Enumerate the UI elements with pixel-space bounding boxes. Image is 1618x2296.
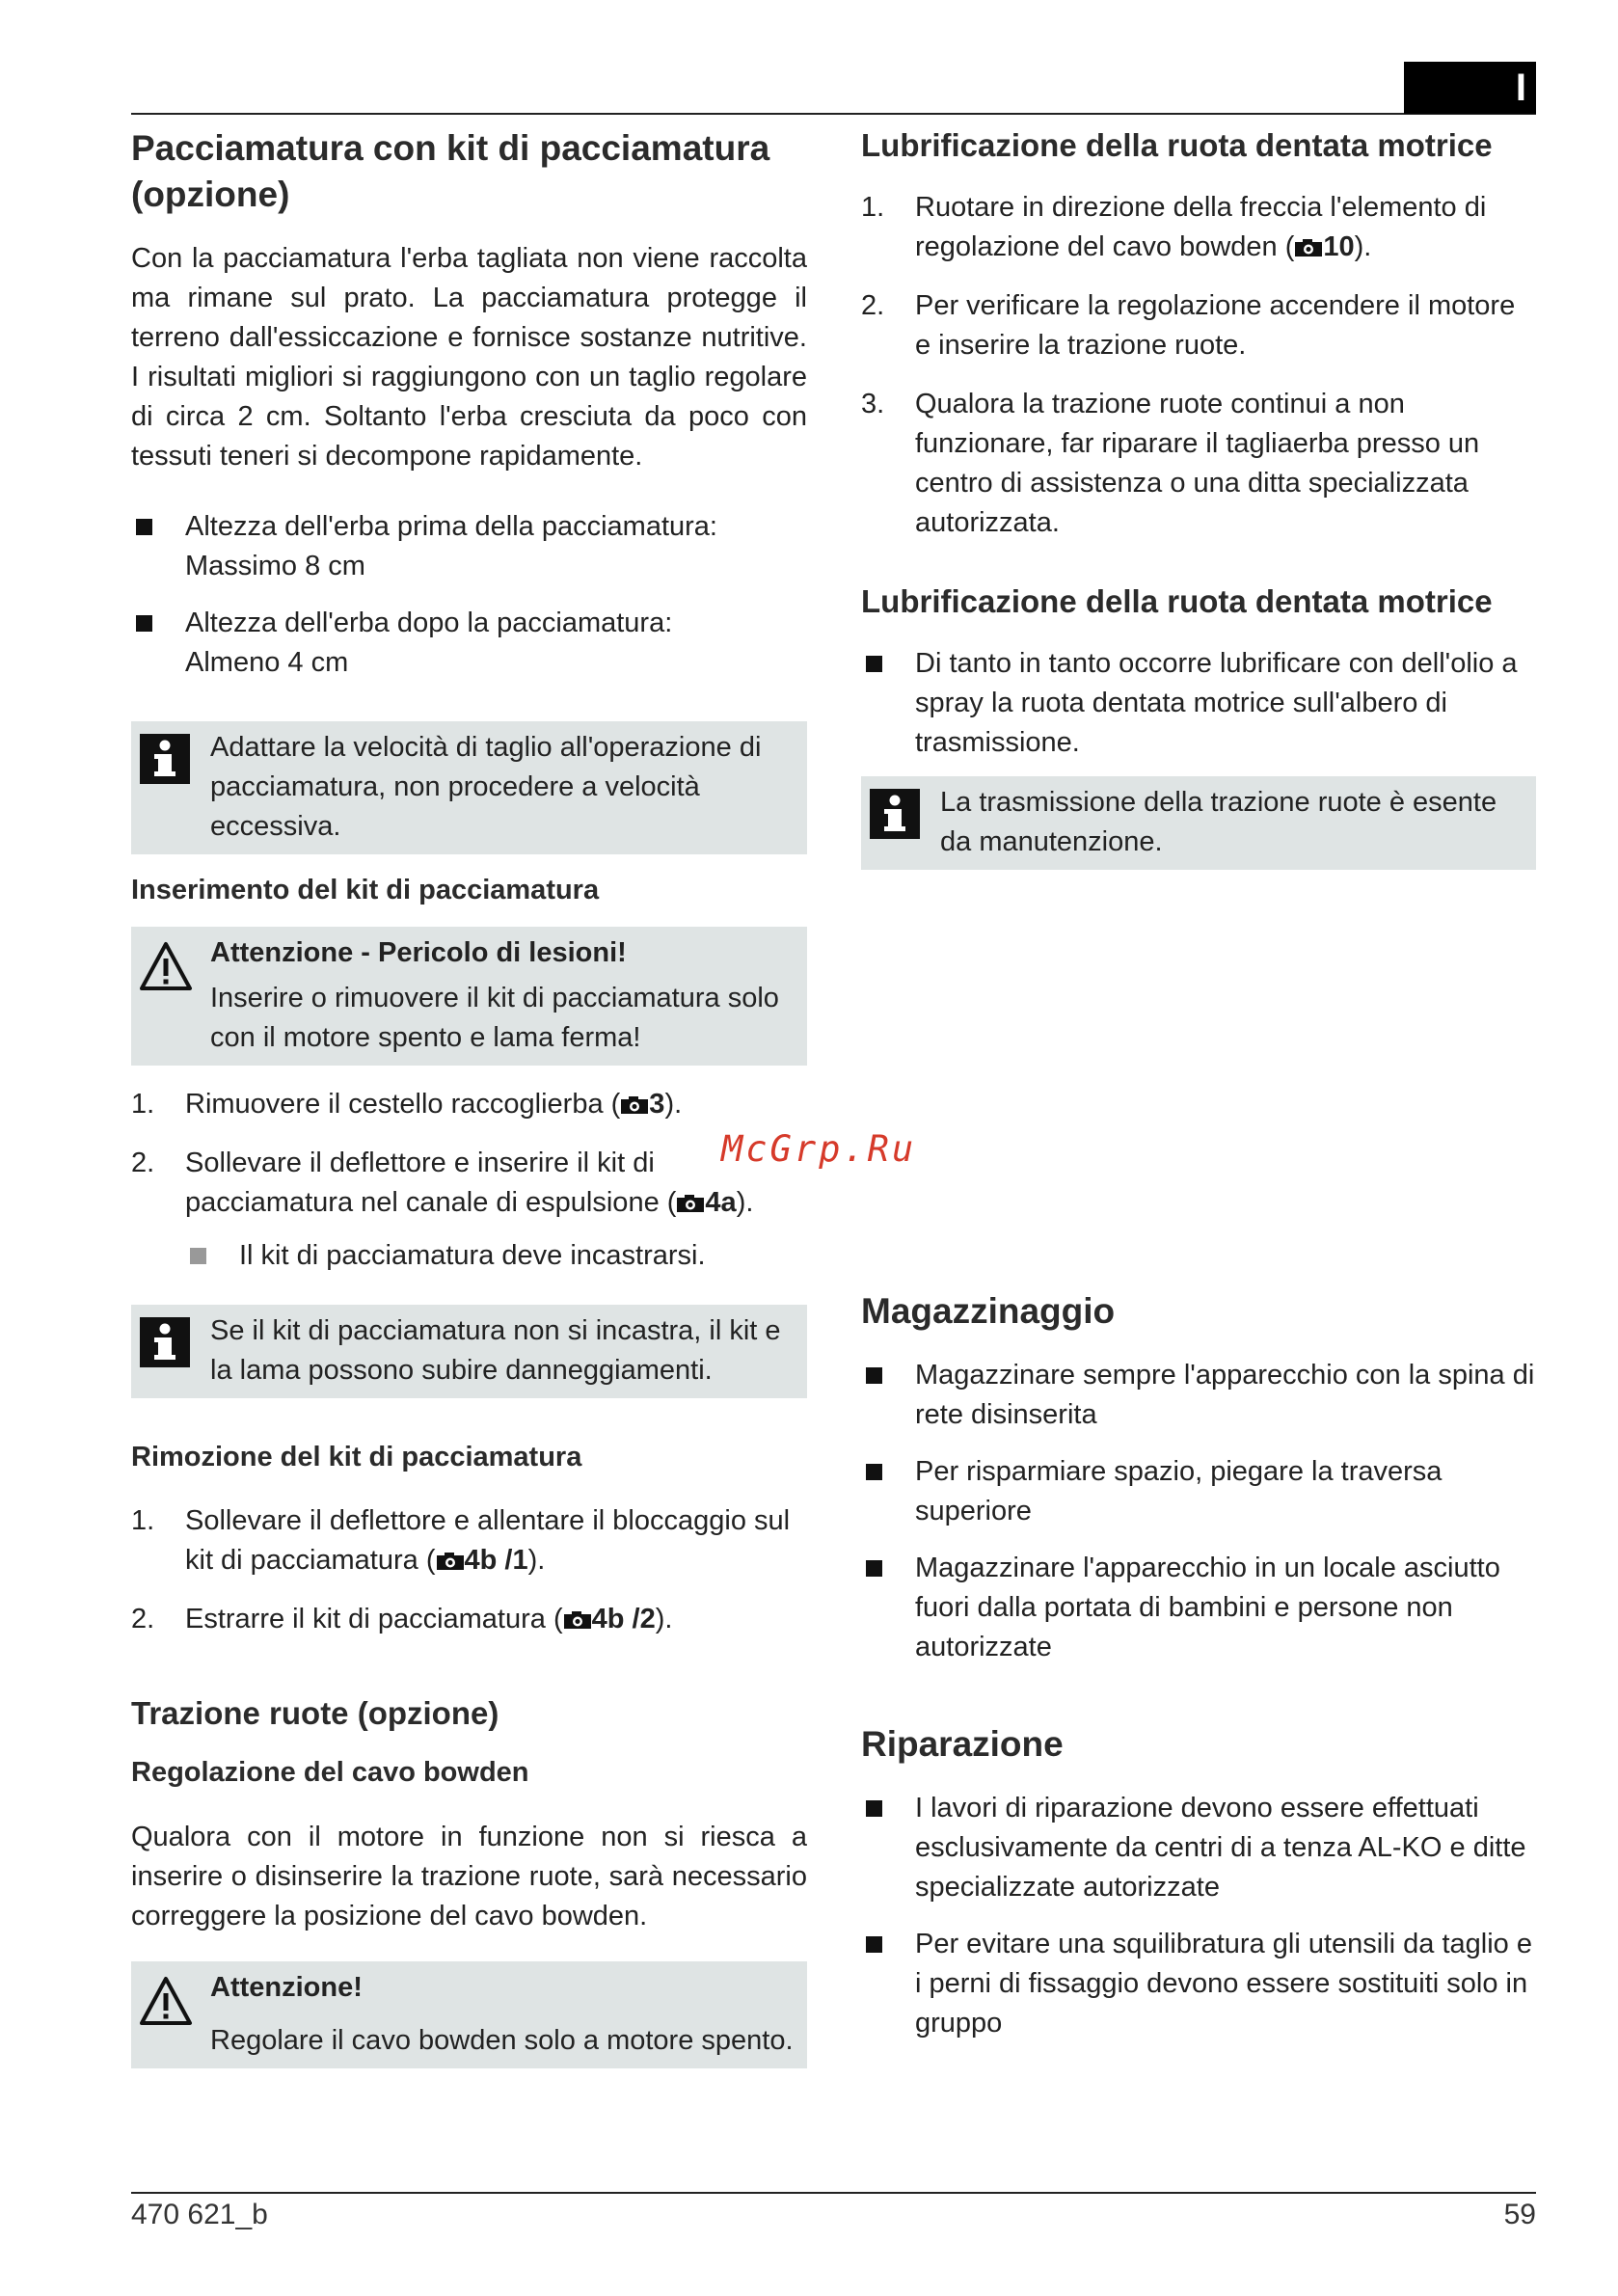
lubrication-title: Lubrificazione della ruota dentata motrice	[861, 127, 1493, 163]
camera-icon	[676, 1194, 705, 1213]
list-item: Magazzinare l'apparecchio in un locale asciutto fuori dalla portata di bambini e persone non autorizzate	[861, 1549, 1536, 1667]
camera-icon	[1294, 238, 1323, 257]
lubrication-bullets	[861, 644, 1536, 763]
warning-note	[131, 927, 807, 1066]
right-column	[861, 125, 1536, 2043]
repair-title: Riparazione	[861, 1723, 1064, 1764]
traction-title: Trazione ruote (opzione)	[131, 1695, 499, 1732]
list-item: Di tanto in tanto occorre lubrificare con dell'olio a spray la ruota dentata motrice sull'albero di trasmissione.	[861, 644, 1536, 763]
insert-kit-result	[131, 1236, 807, 1276]
list-item: Altezza dell'erba dopo la pacciamatura: Almeno 4 cm	[131, 604, 807, 683]
list-item: Altezza dell'erba prima della pacciamatura: Massimo 8 cm	[131, 507, 807, 586]
warning-text: Regolare il cavo bowden solo a motore spento.	[210, 2024, 794, 2056]
list-item: 1. Sollevare il deflettore e allentare il bloccaggio sul kit di pacciamatura ( 4b /1).	[131, 1505, 791, 1577]
warning-text: Inserire o rimuovere il kit di pacciamatura solo con il motore spento e lama ferma!	[210, 983, 779, 1054]
camera-icon	[563, 1610, 592, 1630]
info-note	[131, 721, 807, 854]
list-item: 2. Estrarre il kit di pacciamatura ( 4b /2).	[131, 1604, 673, 1635]
list-item: Il kit di pacciamatura deve incastrarsi.	[185, 1236, 807, 1276]
insert-kit-title: Inserimento del kit di pacciamatura	[131, 875, 600, 906]
warning-title: Attenzione - Pericolo di lesioni!	[210, 937, 627, 969]
info-icon	[139, 1316, 191, 1368]
info-icon	[869, 788, 921, 840]
list-item: 1. Ruotare in direzione della freccia l'elemento di regolazione del cavo bowden ( 10).	[861, 191, 1487, 262]
header-rule	[131, 113, 1536, 115]
mulching-title: Pacciamatura con kit di pacciamatura (opzione)	[131, 128, 770, 215]
warning-title: Attenzione!	[210, 1971, 363, 2003]
remove-kit-title: Rimozione del kit di pacciamatura	[131, 1442, 582, 1473]
lubrication-title-2: Lubrificazione della ruota dentata motrice	[861, 582, 1493, 619]
list-item: 2. Sollevare il deflettore e inserire il kit di pacciamatura nel canale di espulsione ( 4a).	[131, 1148, 754, 1219]
camera-icon	[620, 1095, 649, 1115]
info-note-text: La trasmissione della trazione ruote è esente da manutenzione.	[940, 786, 1497, 857]
list-item: Magazzinare sempre l'apparecchio con la spina di rete disinserita	[861, 1356, 1536, 1435]
lubrication-steps	[861, 188, 1536, 543]
list-item: 2. Per verificare la regolazione accendere il motore e inserire la trazione ruote.	[861, 289, 1516, 361]
warning-note	[131, 1961, 807, 2068]
warning-icon	[139, 941, 193, 991]
list-item: Per evitare una squilibratura gli utensili da taglio e i perni di fissaggio devono essere sostituiti solo in gruppo	[861, 1925, 1536, 2043]
camera-icon	[436, 1552, 465, 1571]
info-note	[131, 1305, 807, 1398]
remove-kit-steps	[131, 1501, 807, 1639]
footer-rule	[131, 2192, 1536, 2194]
info-note-text: Se il kit di pacciamatura non si incastra, il kit e la lama possono subire danneggiamenti.	[210, 1315, 781, 1387]
watermark-text: McGrp.Ru	[721, 1128, 917, 1170]
info-note	[861, 776, 1536, 870]
page-number: 59	[1503, 2199, 1536, 2230]
repair-bullets	[861, 1789, 1536, 2043]
language-tab: I	[1404, 62, 1536, 114]
list-item: 1. Rimuovere il cestello raccoglierba ( 3).	[131, 1089, 683, 1121]
list-item: 3. Qualora la trazione ruote continui a non funzionare, far riparare il tagliaerba presso un centro di assistenza o una ditta specializzata autorizzata.	[861, 388, 1480, 538]
traction-text: Qualora con il motore in funzione non si riesca a inserire o disinserire la trazione ruote, sarà necessario correggere la posizione del cavo bowden.	[131, 1821, 807, 1931]
mulching-bullets	[131, 507, 807, 683]
document-number: 470 621_b	[131, 2199, 268, 2230]
bowden-subtitle: Regolazione del cavo bowden	[131, 1757, 529, 1789]
list-item: Per risparmiare spazio, piegare la traversa superiore	[861, 1452, 1536, 1531]
insert-kit-steps	[131, 1085, 807, 1223]
storage-bullets	[861, 1356, 1536, 1667]
mulching-intro: Con la pacciamatura l'erba tagliata non viene raccolta ma rimane sul prato. La pacciamatura protegge il terreno dall'essiccazione e fornisce sostanze nutritive. I risultati migliori si raggiungono con un taglio regolare di circa 2 cm. Soltanto l'erba cresciuta da poco con tessuti teneri si decompone rapidamente.	[131, 243, 807, 473]
warning-icon	[139, 1976, 193, 2026]
info-note-text: Adattare la velocità di taglio all'operazione di pacciamatura, non procedere a velocità eccessiva.	[210, 732, 762, 843]
left-column	[131, 125, 807, 2068]
storage-title: Magazzinaggio	[861, 1290, 1116, 1331]
info-icon	[139, 733, 191, 785]
list-item: I lavori di riparazione devono essere effettuati esclusivamente da centri di a tenza AL-KO e ditte specializzate autorizzate	[861, 1789, 1536, 1907]
